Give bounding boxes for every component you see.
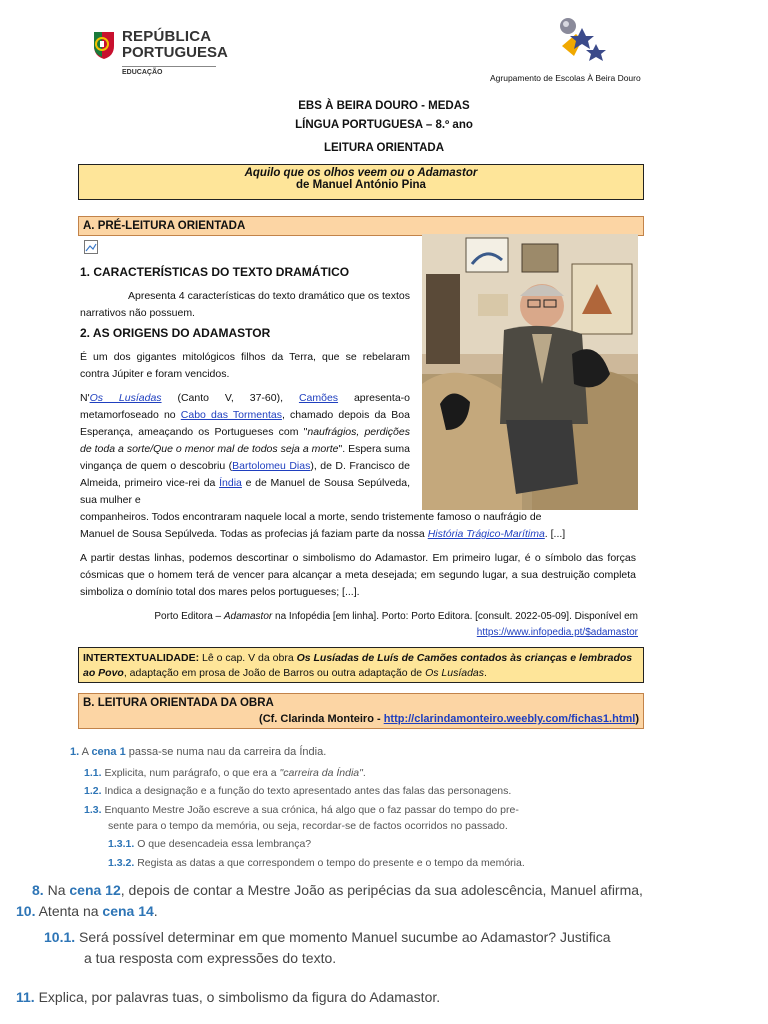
link-os-lusiadas[interactable]: Os Lusíadas [89, 392, 162, 404]
question-1-3-2 [108, 857, 525, 869]
text: Enquanto Mestre João escreve a sua crónica, há algo que o faz passar do tempo do pre- [104, 804, 519, 816]
text: "carreira da Índia" [279, 767, 363, 779]
section-b-bar [78, 693, 644, 729]
paragraph-continuation-a: companheiros. Todos encontraram naquele local a morte, sendo tristemente famoso o naufrágio de [80, 511, 542, 523]
question-1-1 [84, 767, 366, 779]
text: Será possível determinar em que momento Manuel sucumbe ao Adamastor? Justifica [79, 929, 611, 945]
number: 1. [70, 746, 80, 758]
question-10-1 [44, 929, 611, 945]
text: N' [80, 392, 90, 404]
text: Atenta na [38, 903, 103, 919]
text: . [484, 667, 487, 679]
portuguese-shield-icon [92, 30, 116, 60]
text: Na [47, 882, 70, 898]
subject-title: LÍNGUA PORTUGUESA – 8.º ano [295, 119, 473, 131]
number: 8. [32, 882, 44, 898]
intertextuality-box [78, 647, 644, 683]
text: Os Lusíadas [425, 667, 485, 679]
text: ), de D. Francisco de Almeida, primeiro vice-rei da [80, 460, 410, 489]
source-citation [80, 609, 638, 641]
work-title: Aquilo que os olhos veem ou o Adamastor [244, 167, 478, 179]
paragraph-dramatic-text: Apresenta 4 características do texto dramático que os textos narrativos não possuem. [80, 290, 410, 319]
text: na Infopédia [em linha]. Porto: Porto Editora. [consult. 2022-05-09]. Disponível em [272, 611, 638, 622]
heading-dramatic-text: 1. CARACTERÍSTICAS DO TEXTO DRAMÁTICO [80, 265, 350, 279]
number: 11. [16, 989, 35, 1005]
question-1 [70, 746, 326, 758]
link-cabo-tormentas[interactable]: Cabo das Tormentas [180, 409, 282, 421]
scene-ref: cena 1 [91, 746, 126, 758]
author-photo [422, 234, 638, 510]
text: Adamastor [223, 611, 273, 622]
paragraph-giants: É um dos gigantes mitológicos filhos da Terra, que se rebelaram contra Júpiter e foram vencidos. [80, 351, 410, 380]
clarinda-link[interactable]: http://clarindamonteiro.weebly.com/fichas1.html [383, 713, 636, 725]
text: O que desencadeia essa lembrança? [137, 838, 312, 850]
scene-ref: cena 14 [102, 903, 154, 919]
paragraph-continuation-b [80, 526, 636, 543]
text: Lê o cap. V da obra [199, 652, 297, 664]
link-historia-tragico-maritima[interactable]: História Trágico-Marítima [427, 528, 545, 540]
book-title: Os Lusíadas de Luís de Camões contados às crianças e lembrados ao Povo [83, 652, 633, 679]
link-india[interactable]: Índia [219, 477, 242, 489]
heading-adamastor-origins: 2. AS ORIGENS DO ADAMASTOR [80, 326, 271, 340]
text: . [...] [544, 528, 566, 540]
number: 10.1. [44, 929, 76, 945]
text: (Cf. Clarinda Monteiro - [259, 713, 384, 725]
text: ) [635, 713, 639, 725]
text: , chamado depois da Boa Esperança, ameaçando os Portugueses com " [80, 409, 410, 438]
text: . [153, 903, 158, 919]
text: Indica a designação e a função do texto apresentado antes das falas das personagens. [104, 785, 512, 797]
text: Regista as datas a que correspondem o tempo do presente e o tempo da memória. [137, 857, 525, 869]
link-bartolomeu-dias[interactable]: Bartolomeu Dias [232, 460, 311, 472]
text: Porto Editora – [154, 611, 224, 622]
number: 1.3.2. [108, 857, 135, 869]
work-title-box [78, 164, 644, 200]
quote: naufrágios, perdições de toda a sorte/Que o menor mal de todos seja a morte [80, 426, 410, 455]
number: 1.3.1. [108, 838, 135, 850]
republica-portuguesa-logo [88, 24, 228, 80]
question-10-1-cont: a tua resposta com expressões do texto. [84, 950, 337, 966]
number: 10. [16, 903, 36, 919]
infopedia-link[interactable]: https://www.infopedia.pt/$adamastor [476, 627, 638, 638]
section-b-cf [83, 711, 643, 727]
question-8 [32, 882, 643, 898]
question-1-2 [84, 785, 511, 797]
link-camoes[interactable]: Camões [298, 392, 339, 404]
section-a-bar: A. PRÉ-LEITURA ORIENTADA [78, 216, 644, 236]
text: . [362, 767, 366, 779]
number: 1.1. [84, 767, 102, 779]
gov-line-1: REPÚBLICA [122, 28, 212, 45]
text: Manuel de Sousa Sepúlveda. Todas as profecias já faziam parte da nossa [80, 528, 428, 540]
number: 1.2. [84, 785, 102, 797]
text: Explica, por palavras tuas, o simbolismo da figura do Adamastor. [38, 989, 441, 1005]
text: ". Espera suma vingança de quem o descobriu ( [80, 443, 410, 472]
question-1-3 [84, 804, 519, 816]
intertext-label: INTERTEXTUALIDADE: [83, 652, 200, 664]
scene-ref: cena 12 [69, 882, 121, 898]
text: e de Manuel de Sousa Sepúlveda, sua mulher e [80, 477, 411, 506]
text: (Canto V, 37-60), [161, 392, 299, 404]
question-1-3-1 [108, 838, 311, 850]
text: passa-se numa nau da carreira da Índia. [125, 746, 327, 758]
school-name: Agrupamento de Escolas À Beira Douro [490, 73, 641, 83]
text: A [81, 746, 92, 758]
question-10 [16, 903, 158, 919]
question-1-3-cont: sente para o tempo da memória, ou seja, recordar-se de factos ocorridos no passado. [108, 820, 508, 832]
gov-line-2: PORTUGUESA [122, 44, 228, 61]
text: Explicita, num parágrafo, o que era a [104, 767, 280, 779]
text: , depois de contar a Mestre João as peripécias da sua adolescência, Manuel afirma, [120, 882, 643, 898]
broken-image-icon [84, 240, 98, 254]
school-logo-icon [556, 16, 612, 64]
gov-line-3: EDUCAÇÃO [122, 66, 216, 76]
paragraph-symbolism: A partir destas linhas, podemos descortinar o simbolismo do Adamastor. Em primeiro lugar, é o símbolo das forças cósmicas que o homem terá de vencer para alcançar a meta desejada; em segundo lugar, a sua destruição completa simboliza o domínio total dos mares pelos portugueses; [...]. [80, 552, 636, 598]
section-b-title: B. LEITURA ORIENTADA DA OBRA [83, 697, 274, 709]
text: , adaptação em prosa de João de Barros ou outra adaptação de [123, 667, 426, 679]
number: 1.3. [84, 804, 102, 816]
paragraph-lusiadas [80, 390, 410, 509]
question-11 [16, 989, 440, 1005]
text: apresenta-o metamorfoseado no [80, 392, 410, 421]
work-author: de Manuel António Pina [296, 179, 426, 191]
activity-title: LEITURA ORIENTADA [323, 142, 445, 154]
school-title: EBS À BEIRA DOURO - MEDAS [298, 100, 470, 112]
